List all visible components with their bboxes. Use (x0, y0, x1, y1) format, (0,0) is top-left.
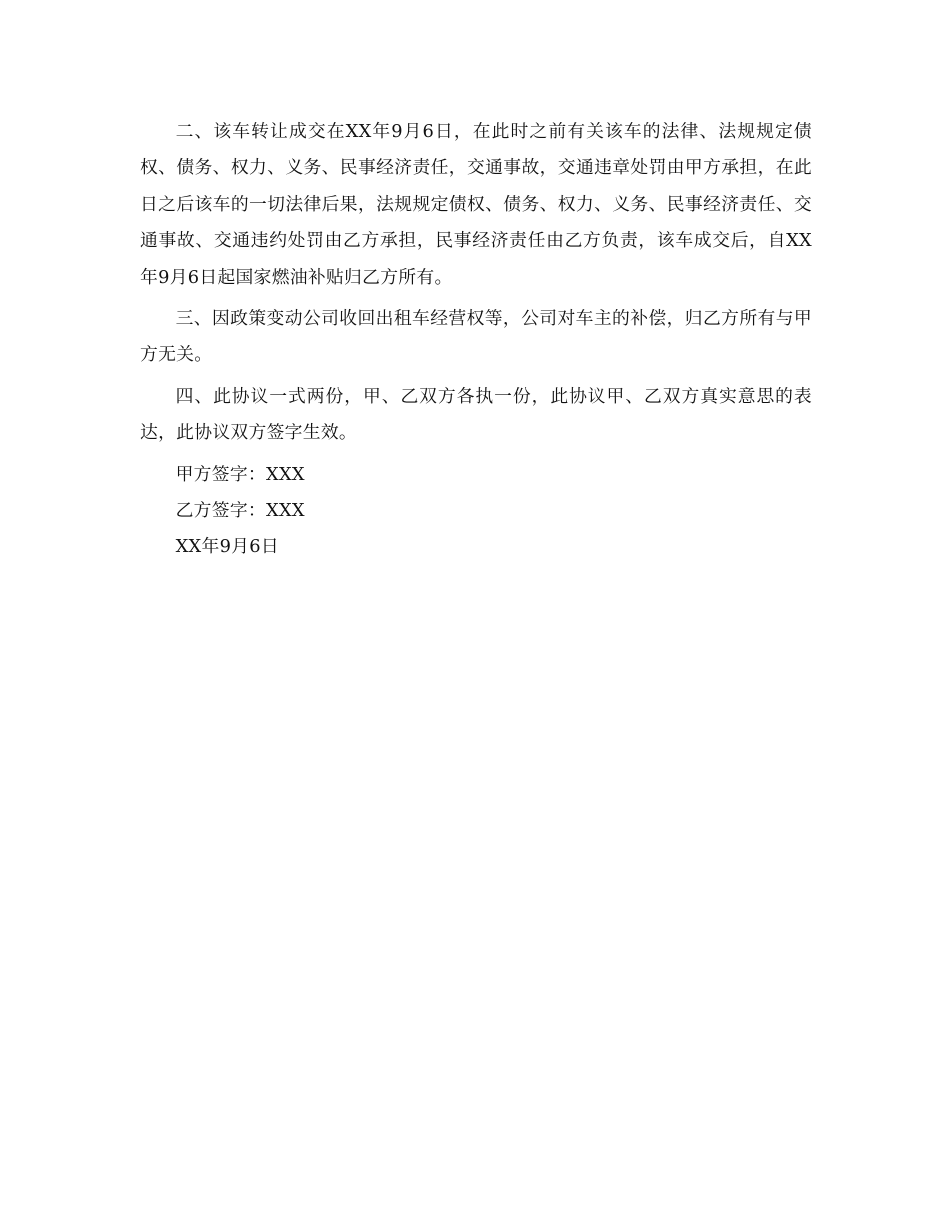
clause-three-paragraph: 三、因政策变动公司收回出租车经营权等，公司对车主的补偿，归乙方所有与甲方无关。 (140, 308, 812, 366)
party-a-signature: 甲方签字：XXX (175, 463, 305, 485)
clause-two-paragraph: 二、该车转让成交在XX年9月6日，在此时之前有关该车的法律、法规规定债权、债务、权力、义务、民事经济责任，交通事故，交通违章处罚由甲方承担，在此日之后该车的一切法律后果，法规规定债权、债务、权力、义务、民事经济责任、交通事故、交通违约处罚由乙方承担，民事经济责任由乙方负责，该车成交后，自XX年9月6日起国家燃油补贴归乙方所有。 (140, 121, 812, 288)
signing-date: XX年9月6日 (175, 536, 279, 558)
clause-four-paragraph: 四、此协议一式两份，甲、乙双方各执一份，此协议甲、乙双方真实意思的表达，此协议双方签字生效。 (140, 385, 812, 444)
document-body (140, 114, 812, 566)
party-b-signature: 乙方签字：XXX (175, 500, 305, 522)
